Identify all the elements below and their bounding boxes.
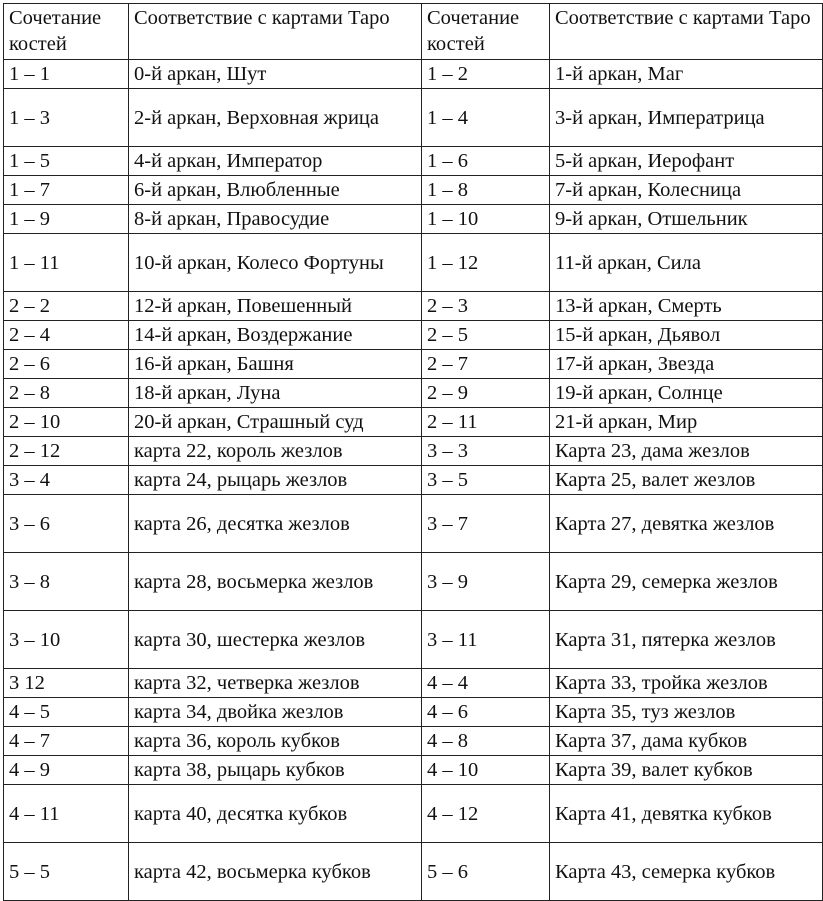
tarot-card-cell: карта 36, король кубков (129, 727, 422, 756)
dice-combination-cell: 4 – 4 (422, 669, 550, 698)
table-row (4, 466, 823, 495)
dice-combination-cell: 4 – 9 (4, 756, 129, 785)
tarot-card-cell: 20-й аркан, Страшный суд (129, 408, 422, 437)
table-row (4, 176, 823, 205)
dice-combination-cell: 2 – 11 (422, 408, 550, 437)
header-row (4, 4, 823, 60)
tarot-card-cell: карта 38, рыцарь кубков (129, 756, 422, 785)
dice-combination-cell: 2 – 5 (422, 321, 550, 350)
tarot-card-cell: 21-й аркан, Мир (550, 408, 823, 437)
tarot-card-cell: 10-й аркан, Колесо Фортуны (129, 234, 422, 292)
table-row (4, 611, 823, 669)
table-row (4, 785, 823, 843)
table-row (4, 843, 823, 901)
dice-combination-cell: 4 – 11 (4, 785, 129, 843)
table-row (4, 408, 823, 437)
tarot-card-cell: Карта 43, семерка кубков (550, 843, 823, 901)
dice-combination-cell: 1 – 5 (4, 147, 129, 176)
dice-combination-cell: 3 – 6 (4, 495, 129, 553)
table-row (4, 698, 823, 727)
table-row (4, 437, 823, 466)
dice-combination-cell: 4 – 5 (4, 698, 129, 727)
dice-combination-cell: 3 – 4 (4, 466, 129, 495)
dice-combination-cell: 3 – 8 (4, 553, 129, 611)
tarot-card-cell: 6-й аркан, Влюбленные (129, 176, 422, 205)
table-row (4, 234, 823, 292)
dice-combination-cell: 4 – 10 (422, 756, 550, 785)
table-body (4, 4, 823, 901)
dice-combination-cell: 2 – 7 (422, 350, 550, 379)
dice-combination-cell: 2 – 4 (4, 321, 129, 350)
dice-combination-cell: 3 – 10 (4, 611, 129, 669)
dice-combination-cell: 2 – 10 (4, 408, 129, 437)
table-row (4, 60, 823, 89)
dice-combination-cell: 4 – 12 (422, 785, 550, 843)
dice-combination-cell: 1 – 12 (422, 234, 550, 292)
tarot-card-cell: карта 34, двойка жезлов (129, 698, 422, 727)
tarot-card-cell: карта 28, восьмерка жезлов (129, 553, 422, 611)
dice-combination-cell: 2 – 12 (4, 437, 129, 466)
tarot-card-cell: 11-й аркан, Сила (550, 234, 823, 292)
tarot-card-cell: 9-й аркан, Отшельник (550, 205, 823, 234)
dice-combination-cell: 3 – 5 (422, 466, 550, 495)
dice-combination-cell: 3 – 7 (422, 495, 550, 553)
header-tarot-match-2: Соответствие с картами Таро (550, 4, 823, 60)
tarot-card-cell: карта 32, четверка жезлов (129, 669, 422, 698)
tarot-card-cell: Карта 29, семерка жезлов (550, 553, 823, 611)
dice-combination-cell: 1 – 1 (4, 60, 129, 89)
tarot-card-cell: карта 26, десятка жезлов (129, 495, 422, 553)
dice-combination-cell: 5 – 5 (4, 843, 129, 901)
dice-combination-cell: 1 – 6 (422, 147, 550, 176)
dice-combination-cell: 3 – 11 (422, 611, 550, 669)
header-combination-1: Сочетание костей (4, 4, 129, 60)
tarot-card-cell: карта 40, десятка кубков (129, 785, 422, 843)
dice-combination-cell: 4 – 8 (422, 727, 550, 756)
tarot-card-cell: 0-й аркан, Шут (129, 60, 422, 89)
tarot-card-cell: 16-й аркан, Башня (129, 350, 422, 379)
dice-combination-cell: 5 – 6 (422, 843, 550, 901)
table-row (4, 292, 823, 321)
table-row (4, 350, 823, 379)
dice-combination-cell: 3 – 3 (422, 437, 550, 466)
dice-combination-cell: 2 – 3 (422, 292, 550, 321)
dice-combination-cell: 2 – 2 (4, 292, 129, 321)
table-row (4, 727, 823, 756)
tarot-card-cell: 8-й аркан, Правосудие (129, 205, 422, 234)
dice-combination-cell: 1 – 10 (422, 205, 550, 234)
dice-combination-cell: 2 – 9 (422, 379, 550, 408)
tarot-card-cell: Карта 39, валет кубков (550, 756, 823, 785)
dice-combination-cell: 1 – 7 (4, 176, 129, 205)
tarot-card-cell: карта 22, король жезлов (129, 437, 422, 466)
tarot-card-cell: Карта 23, дама жезлов (550, 437, 823, 466)
tarot-card-cell: 4-й аркан, Император (129, 147, 422, 176)
table-row (4, 495, 823, 553)
dice-combination-cell: 1 – 9 (4, 205, 129, 234)
table-row (4, 553, 823, 611)
header-tarot-match-1: Соответствие с картами Таро (129, 4, 422, 60)
tarot-card-cell: Карта 35, туз жезлов (550, 698, 823, 727)
dice-combination-cell: 1 – 11 (4, 234, 129, 292)
tarot-card-cell: карта 42, восьмерка кубков (129, 843, 422, 901)
tarot-card-cell: 2-й аркан, Верховная жрица (129, 89, 422, 147)
tarot-card-cell: 15-й аркан, Дьявол (550, 321, 823, 350)
tarot-card-cell: 18-й аркан, Луна (129, 379, 422, 408)
dice-combination-cell: 3 – 9 (422, 553, 550, 611)
tarot-card-cell: 14-й аркан, Воздержание (129, 321, 422, 350)
dice-combination-cell: 1 – 3 (4, 89, 129, 147)
tarot-card-cell: 19-й аркан, Солнце (550, 379, 823, 408)
table-row (4, 756, 823, 785)
tarot-card-cell: 5-й аркан, Иерофант (550, 147, 823, 176)
tarot-card-cell: Карта 31, пятерка жезлов (550, 611, 823, 669)
table-row (4, 379, 823, 408)
header-combination-2: Сочетание костей (422, 4, 550, 60)
dice-combination-cell: 2 – 6 (4, 350, 129, 379)
tarot-card-cell: Карта 33, тройка жезлов (550, 669, 823, 698)
tarot-card-cell: 1-й аркан, Маг (550, 60, 823, 89)
tarot-card-cell: 3-й аркан, Императрица (550, 89, 823, 147)
tarot-card-cell: Карта 27, девятка жезлов (550, 495, 823, 553)
dice-combination-cell: 4 – 6 (422, 698, 550, 727)
tarot-card-cell: Карта 37, дама кубков (550, 727, 823, 756)
tarot-card-cell: 7-й аркан, Колесница (550, 176, 823, 205)
tarot-card-cell: Карта 25, валет жезлов (550, 466, 823, 495)
tarot-card-cell: 12-й аркан, Повешенный (129, 292, 422, 321)
dice-combination-cell: 2 – 8 (4, 379, 129, 408)
tarot-card-cell: 13-й аркан, Смерть (550, 292, 823, 321)
dice-combination-cell: 1 – 8 (422, 176, 550, 205)
dice-combination-cell: 3 12 (4, 669, 129, 698)
dice-combination-cell: 1 – 2 (422, 60, 550, 89)
table-row (4, 669, 823, 698)
tarot-dice-table (3, 3, 823, 901)
table-row (4, 147, 823, 176)
dice-combination-cell: 4 – 7 (4, 727, 129, 756)
tarot-card-cell: карта 30, шестерка жезлов (129, 611, 422, 669)
table-row (4, 205, 823, 234)
tarot-card-cell: 17-й аркан, Звезда (550, 350, 823, 379)
table-row (4, 89, 823, 147)
tarot-card-cell: карта 24, рыцарь жезлов (129, 466, 422, 495)
table-row (4, 321, 823, 350)
tarot-card-cell: Карта 41, девятка кубков (550, 785, 823, 843)
dice-combination-cell: 1 – 4 (422, 89, 550, 147)
